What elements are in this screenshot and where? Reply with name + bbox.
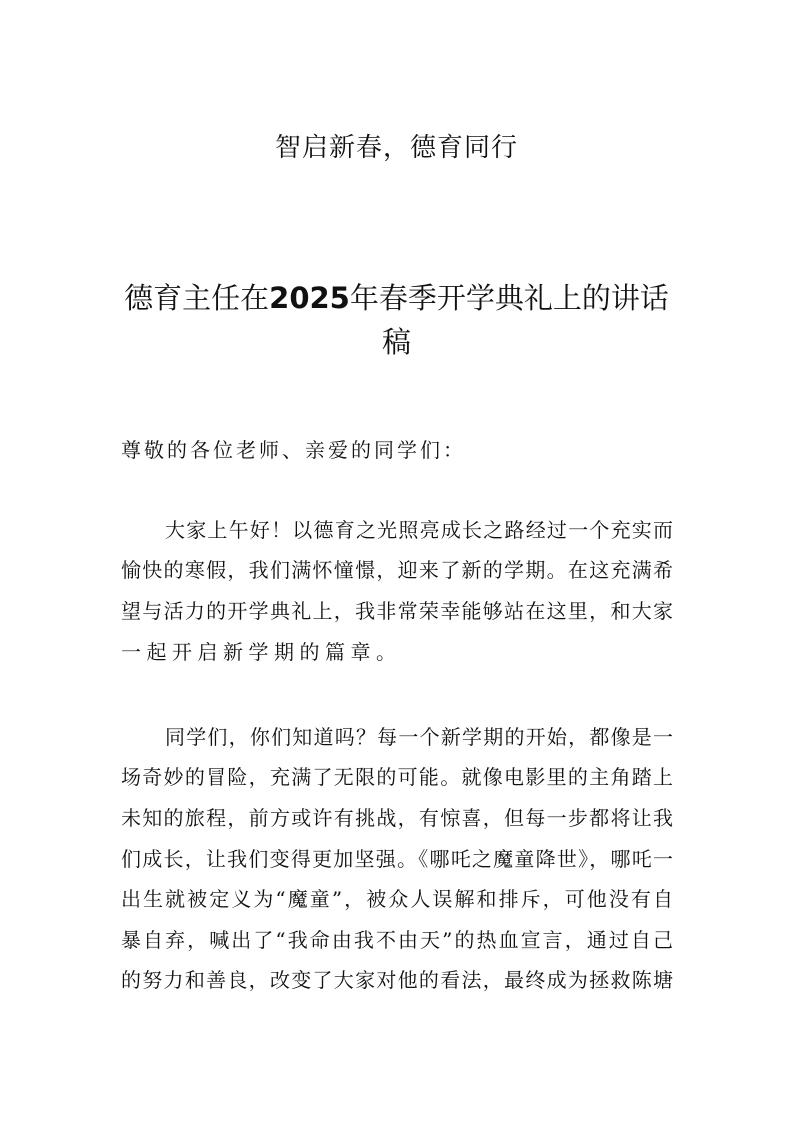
speech-heading bbox=[0, 276, 793, 317]
paragraph-line: 愉快的寒假，我们满怀憧憬，迎来了新的学期。在这充满希 bbox=[121, 558, 673, 582]
paragraph-line: 的努力和善良，改变了大家对他的看法，最终成为拯救陈塘 bbox=[121, 968, 673, 992]
paragraph-line: 未知的旅程，前方或许有挑战，有惊喜，但每一步都将让我 bbox=[121, 806, 673, 830]
paragraph-line: 大家上午好！以德育之光照亮成长之路经过一个充实而 bbox=[165, 518, 673, 542]
heading-year: 2025 bbox=[269, 281, 350, 315]
paragraph-line: 出生就被定义为“魔童”，被众人误解和排斥，可他没有自 bbox=[121, 887, 673, 911]
paragraph-line: 暴自弃，喊出了“我命由我不由天”的热血宣言，通过自己 bbox=[121, 928, 673, 952]
heading-text: 德育主任在 bbox=[124, 281, 270, 315]
salutation: 尊敬的各位老师、亲爱的同学们： bbox=[121, 438, 466, 462]
speech-heading-line2: 稿 bbox=[381, 325, 411, 359]
heading-text: 年春季开学典礼上的讲话 bbox=[349, 281, 669, 315]
document-title: 智启新春，德育同行 bbox=[274, 133, 518, 163]
paragraph-line: 望与活力的开学典礼上，我非常荣幸能够站在这里，和大家 bbox=[121, 599, 673, 623]
paragraph-line: 场奇妙的冒险，充满了无限的可能。就像电影里的主角踏上 bbox=[121, 765, 673, 789]
paragraph-line: 们成长，让我们变得更加坚强。《哪吒之魔童降世》，哪吒一 bbox=[121, 847, 673, 871]
paragraph-line: 同学们，你们知道吗？每一个新学期的开始，都像是一 bbox=[165, 725, 673, 749]
paragraph-line: 一起开启新学期的篇章。 bbox=[121, 640, 402, 664]
